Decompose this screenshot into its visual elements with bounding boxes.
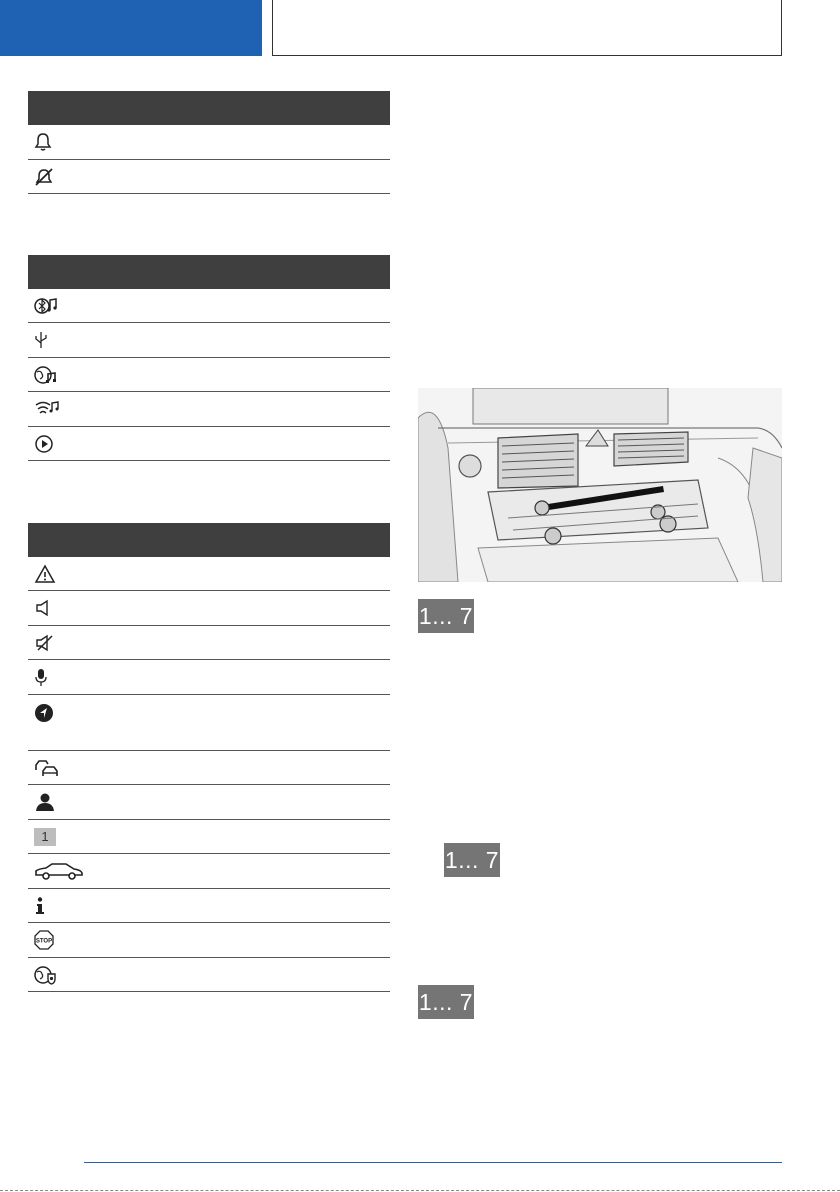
reference-badge: 1... 7 [418,599,474,633]
table-row [28,358,390,392]
play-icon [34,434,54,454]
table-row [28,427,390,461]
page-cut-line [0,1190,840,1191]
microphone-icon [34,667,48,687]
person-icon [34,792,56,812]
speaker-mute-icon [34,633,54,653]
online-music-icon [34,365,58,385]
car-icon [34,861,84,881]
table-row [28,889,390,923]
symbol-table-3 [28,523,390,992]
table-header [28,91,390,125]
center-console-photo [418,388,782,582]
table-row [28,557,390,591]
table-row [28,392,390,427]
reference-badge: 1... 7 [444,843,500,877]
table-row [28,660,390,695]
table-row [28,125,390,160]
table-row [28,695,390,751]
table-row [28,923,390,958]
warning-triangle-icon [34,564,56,584]
speaker-icon [34,598,52,618]
footer-divider [84,1162,782,1163]
header-blue-tab [0,0,262,56]
bell-icon [34,132,52,152]
usb-icon [34,330,48,350]
wifi-audio-icon [34,399,60,419]
table-row [28,160,390,194]
bell-off-icon [34,167,54,187]
navigation-arrow-icon [34,703,54,723]
number-badge-icon [34,828,56,846]
table-row [28,820,390,854]
table-header [28,255,390,289]
table-row [28,289,390,323]
symbol-table-2 [28,255,390,461]
bluetooth-audio-icon [34,296,58,316]
online-shield-icon [34,965,56,985]
table-header [28,523,390,557]
table-row [28,958,390,992]
table-row [28,591,390,626]
stop-sign-text: STOP [35,938,53,945]
table-row [28,751,390,785]
reference-badge: 1... 7 [418,985,474,1019]
header-title-box [272,0,782,56]
table-row [28,785,390,820]
table-row [28,323,390,358]
table-row [28,626,390,660]
info-icon [34,896,46,916]
symbol-table-1 [28,91,390,194]
table-row [28,854,390,889]
number-badge-label: 1 [41,829,49,844]
stop-sign-icon [34,930,54,950]
traffic-cars-icon [34,758,60,778]
